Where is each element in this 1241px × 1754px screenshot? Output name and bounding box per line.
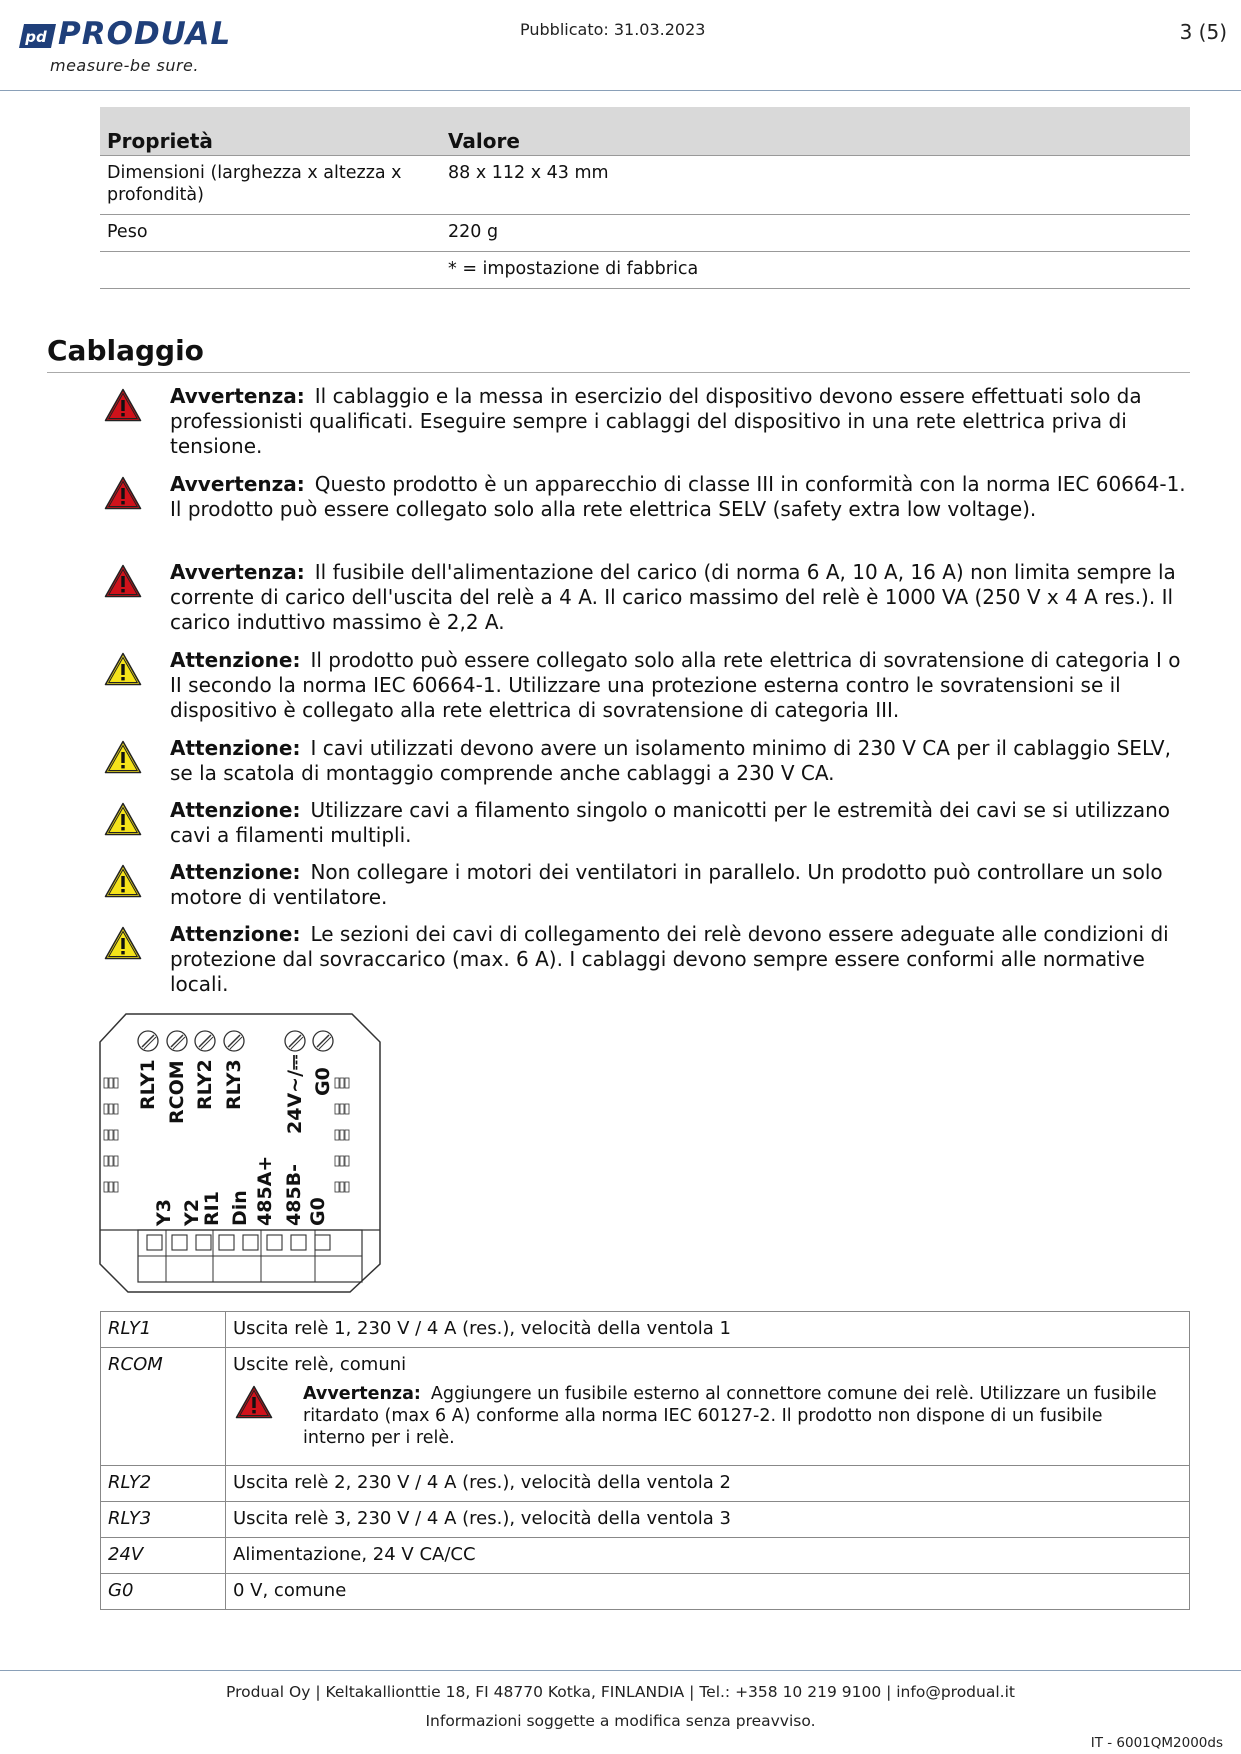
- caution-warning-icon: [104, 864, 142, 898]
- terminal-desc: Uscita relè 1, 230 V / 4 A (res.), velocità della ventola 1: [226, 1312, 1190, 1348]
- terminal-label-rly3: RLY3: [223, 1059, 245, 1110]
- terminal-key: RLY2: [101, 1466, 226, 1502]
- warning-label: Attenzione:: [170, 648, 301, 672]
- warning-label: Attenzione:: [170, 798, 301, 822]
- vent-slot: [335, 1182, 349, 1192]
- terminal-socket: [267, 1235, 282, 1250]
- terminal-key: RCOM: [101, 1348, 226, 1466]
- danger-warning-icon: [104, 388, 142, 422]
- terminal-socket: [172, 1235, 187, 1250]
- vent-slot: [104, 1182, 118, 1192]
- terminal-desc: 0 V, comune: [226, 1574, 1190, 1610]
- terminal-key: RLY3: [101, 1502, 226, 1538]
- terminal-socket: [196, 1235, 211, 1250]
- warning-text: Aggiungere un fusibile esterno al connettore comune dei relè. Utilizzare un fusibile ritardato (max 6 A) conforme alla norma IEC 60127-2. Il prodotto non dispone di un fusibile interno per i relè.: [303, 1384, 1157, 1448]
- rcom-warning: [233, 1383, 1182, 1459]
- vent-slot: [104, 1130, 118, 1140]
- warning-text-block: [170, 560, 1190, 635]
- terminal-desc: Uscita relè 3, 230 V / 4 A (res.), velocità della ventola 3: [226, 1502, 1190, 1538]
- terminal-label-rly1: RLY1: [137, 1059, 159, 1110]
- warning-label: Avvertenza:: [303, 1384, 421, 1404]
- property-name: Dimensioni (larghezza x altezza x profondità): [100, 156, 441, 215]
- logo-mark-text: pd: [25, 28, 47, 46]
- warning-text: Il cablaggio e la messa in esercizio del dispositivo devono essere effettuati solo da professionisti qualificati. Eseguire sempre i cablaggi del dispositivo in una rete elettrica priva di tensione.: [170, 384, 1142, 458]
- screw-terminal: [167, 1031, 187, 1051]
- terminal-label-rcom: RCOM: [166, 1060, 188, 1124]
- warning-label: Avvertenza:: [170, 384, 305, 408]
- property-name: [100, 252, 441, 289]
- vent-slot: [335, 1104, 349, 1114]
- warning-text-block: [170, 736, 1190, 786]
- section-divider: [47, 372, 1190, 373]
- terminal-label-24v: 24V~/⎓: [284, 1054, 306, 1134]
- terminal-label-y2: Y2: [181, 1199, 203, 1226]
- device-outline: [100, 1014, 380, 1292]
- footer-divider: [0, 1670, 1241, 1671]
- warning-text-block: [170, 798, 1190, 848]
- terminal-desc: Uscite relè, comuni: [233, 1354, 407, 1375]
- terminal-label-din: Din: [229, 1190, 251, 1226]
- warning-text: Questo prodotto è un apparecchio di classe III in conformità con la norma IEC 60664-1. Il prodotto può essere collegato solo alla rete elettrica SELV (safety extra low voltage).: [170, 472, 1186, 521]
- page-number: 3 (5): [1179, 20, 1227, 44]
- caution-warning-icon: [104, 652, 142, 686]
- table-row: [100, 252, 1190, 289]
- terminal-label-g0-top: G0: [312, 1067, 334, 1096]
- footer-address: Produal Oy | Keltakallionttie 18, FI 48770 Kotka, FINLANDIA | Tel.: +358 10 219 9100 | info@produal.it: [226, 1683, 1015, 1701]
- table-row: [100, 156, 1190, 215]
- screw-terminal: [195, 1031, 215, 1051]
- warning-text-block: [170, 384, 1190, 459]
- caution-warning-icon: [104, 926, 142, 960]
- warning-label: Avvertenza:: [170, 560, 305, 584]
- screw-terminal: [138, 1031, 158, 1051]
- warning-text: Utilizzare cavi a filamento singolo o manicotti per le estremità dei cavi se si utilizzano cavi a filamenti multipli.: [170, 798, 1170, 847]
- warning-text: I cavi utilizzati devono avere un isolamento minimo di 230 V CA per il cablaggio SELV, se la scatola di montaggio comprende anche cablaggi a 230 V CA.: [170, 736, 1171, 785]
- property-value: 88 x 112 x 43 mm: [441, 156, 1190, 215]
- properties-header-cell: Proprietà: [100, 107, 441, 156]
- screw-terminal: [285, 1031, 305, 1051]
- warning-text: Il fusibile dell'alimentazione del carico (di norma 6 A, 10 A, 16 A) non limita sempre la corrente di carico dell'uscita del relè a 4 A. Il carico massimo del relè è 1000 VA (250 V x 4 A res.). Il carico induttivo massimo è 2,2 A.: [170, 560, 1176, 634]
- screw-terminal: [224, 1031, 244, 1051]
- table-row: [101, 1502, 1190, 1538]
- danger-warning-icon: [104, 564, 142, 598]
- table-row: [101, 1312, 1190, 1348]
- property-value: * = impostazione di fabbrica: [441, 252, 1190, 289]
- vent-slot: [104, 1104, 118, 1114]
- table-row: [101, 1466, 1190, 1502]
- section-title: Cablaggio: [47, 334, 204, 367]
- vent-slot: [104, 1156, 118, 1166]
- terminal-label-y3: Y3: [153, 1199, 175, 1226]
- warning-label: Attenzione:: [170, 736, 301, 760]
- warning-text: Il prodotto può essere collegato solo alla rete elettrica di sovratensione di categoria I o II secondo la norma IEC 60664-1. Utilizzare una protezione esterna contro le sovratensioni se il dispositivo è collegato alla rete elettrica di sovratensione di categoria III.: [170, 648, 1181, 722]
- danger-warning-icon: [235, 1385, 273, 1419]
- warning-text: Le sezioni dei cavi di collegamento dei relè devono essere adeguate alle condizioni di protezione dal sovraccarico (max. 6 A). I cablaggi devono sempre essere conformi alle normative locali.: [170, 922, 1169, 996]
- wiring-diagram: [98, 1012, 382, 1294]
- terminal-label-ri1: RI1: [201, 1191, 223, 1226]
- vent-slot: [104, 1078, 118, 1088]
- publish-date: Pubblicato: 31.03.2023: [520, 20, 706, 39]
- terminal-desc-cell: [226, 1348, 1190, 1466]
- warning-text-block: [170, 922, 1190, 997]
- logo-text: PRODUAL: [58, 16, 232, 52]
- footer-disclaimer: Informazioni soggette a modifica senza preavviso.: [425, 1712, 816, 1730]
- logo-tagline: measure-be sure.: [50, 56, 199, 75]
- warning-text: Non collegare i motori dei ventilatori in parallelo. Un prodotto può controllare un solo motore di ventilatore.: [170, 860, 1163, 909]
- table-row: [101, 1574, 1190, 1610]
- terminal-label-485b: 485B-: [283, 1163, 305, 1226]
- header-divider: [0, 90, 1241, 91]
- document-code: IT - 6001QM2000ds: [1090, 1735, 1223, 1751]
- properties-header-row: [100, 107, 1190, 156]
- terminal-key: G0: [101, 1574, 226, 1610]
- produal-logo-icon: [18, 22, 58, 50]
- terminal-label-rly2: RLY2: [194, 1059, 216, 1110]
- bottom-terminal-block: [138, 1230, 362, 1282]
- terminal-socket: [219, 1235, 234, 1250]
- caution-warning-icon: [104, 740, 142, 774]
- warning-text-block: [170, 472, 1190, 522]
- screw-terminal: [313, 1031, 333, 1051]
- terminal-table: [100, 1311, 1190, 1610]
- caution-warning-icon: [104, 802, 142, 836]
- property-name: Peso: [100, 215, 441, 252]
- rcom-warning-text-block: [303, 1383, 1163, 1449]
- warning-label: Attenzione:: [170, 860, 301, 884]
- vent-slot: [335, 1130, 349, 1140]
- terminal-socket: [315, 1235, 330, 1250]
- table-row: [101, 1538, 1190, 1574]
- vent-slot: [335, 1156, 349, 1166]
- screw-terminals: [138, 1031, 333, 1051]
- terminal-key: 24V: [101, 1538, 226, 1574]
- terminal-socket: [147, 1235, 162, 1250]
- danger-warning-icon: [104, 476, 142, 510]
- table-row: [101, 1348, 1190, 1466]
- properties-header-cell: Valore: [441, 107, 1190, 156]
- warning-label: Avvertenza:: [170, 472, 305, 496]
- terminal-key: RLY1: [101, 1312, 226, 1348]
- terminal-desc: Alimentazione, 24 V CA/CC: [226, 1538, 1190, 1574]
- properties-table: [100, 107, 1190, 289]
- terminal-desc: Uscita relè 2, 230 V / 4 A (res.), velocità della ventola 2: [226, 1466, 1190, 1502]
- terminal-socket: [291, 1235, 306, 1250]
- property-value: 220 g: [441, 215, 1190, 252]
- vent-slot: [335, 1078, 349, 1088]
- terminal-label-g0-bottom: G0: [307, 1197, 329, 1226]
- terminal-socket: [243, 1235, 258, 1250]
- warning-label: Attenzione:: [170, 922, 301, 946]
- terminal-label-485a: 485A+: [254, 1155, 276, 1226]
- warning-text-block: [170, 648, 1190, 723]
- warning-text-block: [170, 860, 1190, 910]
- table-row: [100, 215, 1190, 252]
